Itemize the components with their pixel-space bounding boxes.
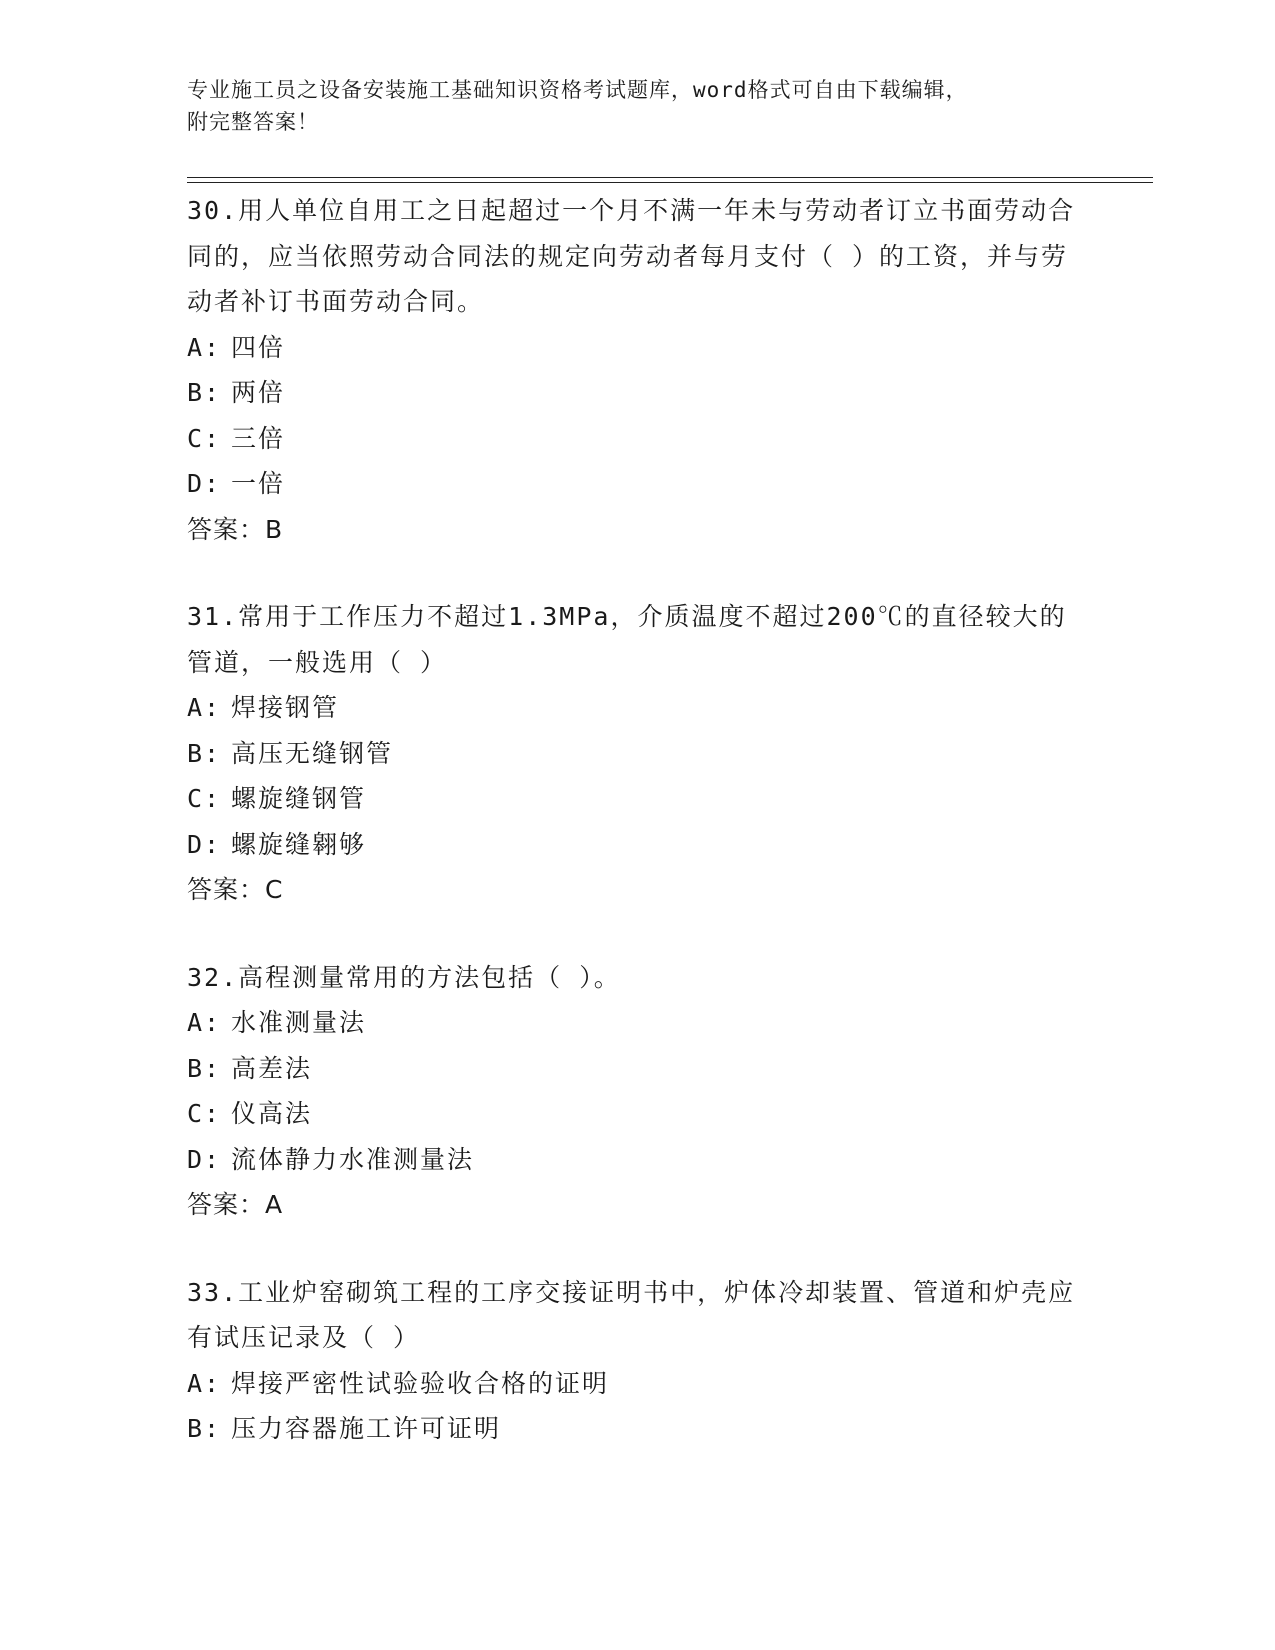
option-text: 焊接严密性试验验收合格的证明 (231, 1368, 610, 1398)
option-text: 两倍 (231, 378, 286, 407)
option-b (187, 731, 1087, 777)
question-text: 30.用人单位自用工之日起超过一个月不满一年未与劳动者订立书面劳动合同的，应当依照劳动合同法的规定向劳动者每月支付（ ）的工资，并与劳动者补订书面劳动合同。 (187, 196, 1076, 316)
option-b (187, 1046, 1087, 1092)
question-31 (187, 594, 1087, 913)
answer: 答案：B (187, 514, 284, 544)
answer: 答案：C (187, 875, 284, 904)
option-a (187, 1000, 1087, 1046)
option-letter: C: (187, 784, 222, 813)
option-text: 水准测量法 (231, 1008, 367, 1037)
option-letter: D: (187, 469, 222, 498)
option-c (187, 1091, 1087, 1137)
option-letter: C: (187, 1099, 222, 1128)
option-text: 三倍 (231, 423, 286, 453)
option-text: 螺旋缝钢管 (231, 784, 367, 813)
option-letter: A: (187, 693, 222, 722)
option-letter: A: (187, 1008, 222, 1037)
option-letter: D: (187, 1144, 222, 1174)
option-d (187, 822, 1087, 868)
option-a (187, 325, 1087, 371)
option-letter: C: (187, 423, 222, 453)
option-text: 压力容器施工许可证明 (231, 1414, 502, 1443)
document-header (187, 74, 1067, 138)
option-letter: B: (187, 1414, 222, 1443)
header-line-2: 附完整答案！ (187, 110, 319, 134)
option-text: 仪高法 (231, 1099, 313, 1128)
option-text: 高压无缝钢管 (231, 738, 394, 768)
question-text: 32.高程测量常用的方法包括（ ）。 (187, 962, 621, 992)
option-text: 四倍 (231, 332, 286, 362)
option-b (187, 370, 1087, 416)
header-divider-bottom (187, 182, 1153, 183)
option-text: 流体静力水准测量法 (231, 1144, 475, 1174)
option-text: 一倍 (231, 469, 286, 498)
question-list (187, 188, 1087, 1494)
option-c (187, 776, 1087, 822)
header-line-1: 专业施工员之设备安装施工基础知识资格考试题库，word格式可自由下载编辑， (187, 78, 968, 102)
option-a (187, 685, 1087, 731)
option-letter: B: (187, 1053, 222, 1083)
question-text: 31.常用于工作压力不超过1.3MPa，介质温度不超过200℃的直径较大的管道，一般选用（ ） (187, 602, 1067, 677)
option-d (187, 1137, 1087, 1183)
header-divider-top (187, 177, 1153, 178)
option-letter: A: (187, 332, 222, 362)
option-letter: D: (187, 829, 222, 859)
option-d (187, 461, 1087, 507)
question-text: 33.工业炉窑砌筑工程的工序交接证明书中，炉体冷却装置、管道和炉壳应有试压记录及（ ） (187, 1277, 1076, 1352)
answer: 答案：A (187, 1190, 284, 1219)
option-b (187, 1406, 1087, 1452)
question-30 (187, 188, 1087, 552)
question-33 (187, 1270, 1087, 1452)
option-text: 焊接钢管 (231, 693, 340, 722)
option-letter: A: (187, 1368, 222, 1398)
option-text: 螺旋缝翱够 (231, 829, 367, 859)
option-text: 高差法 (231, 1053, 313, 1083)
question-32 (187, 955, 1087, 1228)
option-letter: B: (187, 378, 222, 407)
option-a (187, 1361, 1087, 1407)
option-letter: B: (187, 738, 222, 768)
option-c (187, 416, 1087, 462)
